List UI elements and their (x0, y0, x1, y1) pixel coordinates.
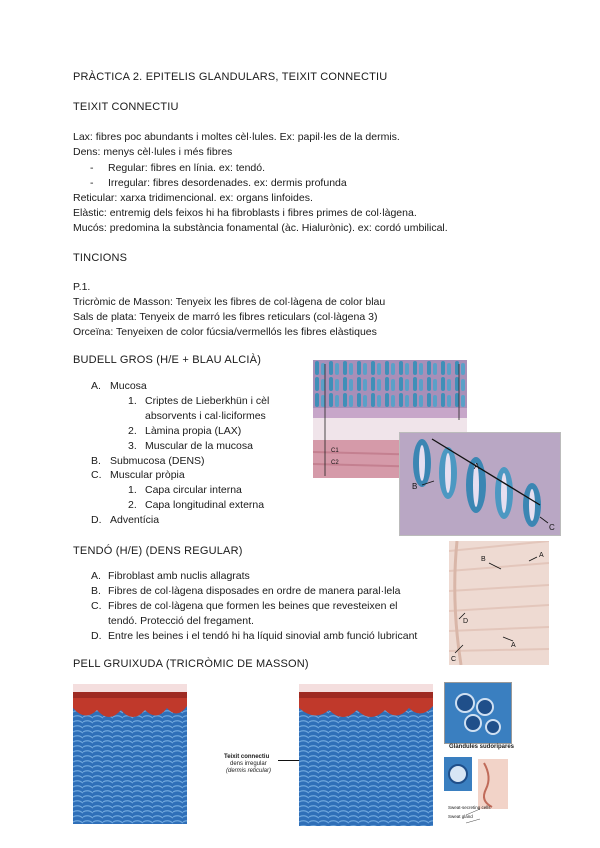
bullet-dash-regular: - (90, 162, 94, 174)
budell-a3-marker: 3. (128, 440, 137, 452)
tendo-label-a-top: A (539, 552, 544, 559)
pell-label-dens: dens irregular (230, 761, 267, 767)
teixit-dens-irregular: Irregular: fibres desordenades. ex: dermis profunda (108, 177, 347, 189)
teixit-lax: Lax: fibres poc abundants i moltes cèl·lules. Ex: papil·les de la dermis. (73, 131, 400, 143)
budell-a1-text: Criptes de Lieberkhün i cèl (145, 395, 270, 407)
budell-c-muscular: Muscular pròpia (110, 469, 185, 481)
teixit-elastic: Elàstic: entremig dels feixos hi ha fibroblasts i fibres primes de col·làgena. (73, 207, 417, 219)
budell-b-marker: B. (91, 455, 101, 467)
section-teixit-connectiu: TEIXIT CONNECTIU (73, 101, 179, 113)
bullet-dash-irregular: - (90, 177, 94, 189)
tendo-b-marker: B. (91, 585, 101, 597)
budell-a1-marker: 1. (128, 395, 137, 407)
tendo-label-c: C (451, 656, 457, 663)
budell-a1-text-cont: absorvents i cal·liciformes (145, 410, 266, 422)
budell-c1-text: Capa circular interna (145, 484, 242, 496)
teixit-reticular: Reticular: xarxa tridimencional. ex: organs linfoides. (73, 192, 313, 204)
pell-glands-inset (444, 682, 512, 744)
budell-label-b: B (412, 482, 418, 491)
tendo-a-marker: A. (91, 570, 101, 582)
tendo-c-marker: C. (91, 600, 102, 612)
pell-label-connectiu: Teixit connectiu (224, 754, 270, 760)
pell-label-sweat-cells: Sweat-secreting cells (448, 805, 491, 810)
tendo-label-b: B (481, 556, 486, 563)
tincio-masson: Tricròmic de Masson: Tenyeix les fibres de col·làgena de color blau (73, 296, 386, 308)
tendo-d-text: Entre les beines i el tendó hi ha líquid sinovial amb funció lubricant (108, 630, 418, 642)
tendo-b-text: Fibres de col·làgena disposades en ordre de manera paral·lela (108, 585, 401, 597)
pell-micrograph-right (299, 684, 433, 826)
budell-a3-text: Muscular de la mucosa (145, 440, 253, 452)
teixit-dens-regular: Regular: fibres en línia. ex: tendó. (108, 162, 266, 174)
budell-c2-text: Capa longitudinal externa (145, 499, 265, 511)
budell-a-mucosa: Mucosa (110, 380, 147, 392)
tendo-heading: TENDÓ (H/E) (DENS REGULAR) (73, 545, 243, 557)
section-tincions: TINCIONS (73, 252, 128, 264)
tendo-c-text: Fibres de col·làgena que formen les beines que revesteixen el (108, 600, 398, 612)
budell-label-a: A (474, 462, 480, 471)
tendo-label-a-bottom: A (511, 642, 516, 649)
budell-a-marker: A. (91, 380, 101, 392)
budell-b-submucosa: Submucosa (DENS) (110, 455, 205, 467)
tendo-micrograph (449, 541, 549, 665)
pell-label-glandules: Glàndules sudorípares (449, 744, 515, 750)
budell-d-adventicia: Adventícia (110, 514, 160, 526)
pell-label-sweat-gland: Sweat gland (448, 814, 473, 819)
budell-a2-marker: 2. (128, 425, 137, 437)
teixit-dens: Dens: menys cèl·lules i més fibres (73, 146, 233, 158)
tendo-a-text: Fibroblast amb nuclis allagrats (108, 570, 250, 582)
budell-label-c1: C1 (331, 448, 339, 454)
pell-heading: PELL GRUIXUDA (TRICRÒMIC DE MASSON) (73, 658, 309, 670)
pell-label-dermis: (dermis reticular) (226, 768, 272, 774)
budell-d-marker: D. (91, 514, 102, 526)
budell-label-c2: C2 (331, 460, 339, 466)
budell-c-marker: C. (91, 469, 102, 481)
tendo-d-marker: D. (91, 630, 102, 642)
pell-micrograph-left (73, 684, 187, 824)
teixit-mucos: Mucós: predomina la substància fonamental (àc. Hialurònic). ex: cordó umbilical. (73, 222, 448, 234)
budell-c2-marker: 2. (128, 499, 137, 511)
tendo-c-text-cont: tendó. Protecció del fregament. (108, 615, 254, 627)
budell-heading: BUDELL GROS (H/E + BLAU ALCIÀ) (73, 354, 262, 366)
budell-c1-marker: 1. (128, 484, 137, 496)
tincio-sals-plata: Sals de plata: Tenyeix de marró les fibres reticulars (col·làgena 3) (73, 311, 378, 323)
budell-label-c: C (549, 523, 555, 532)
tincions-p1: P.1. (73, 281, 91, 293)
page-title: PRÀCTICA 2. EPITELIS GLANDULARS, TEIXIT CONNECTIU (73, 71, 388, 83)
tincio-orceina: Orceïna: Tenyeixen de color fúcsia/vermellós les fibres elàstiques (73, 326, 377, 338)
tendo-label-d: D (463, 618, 469, 625)
budell-a2-text: Làmina propia (LAX) (145, 425, 242, 437)
budell-micrograph-zoom (399, 432, 561, 536)
